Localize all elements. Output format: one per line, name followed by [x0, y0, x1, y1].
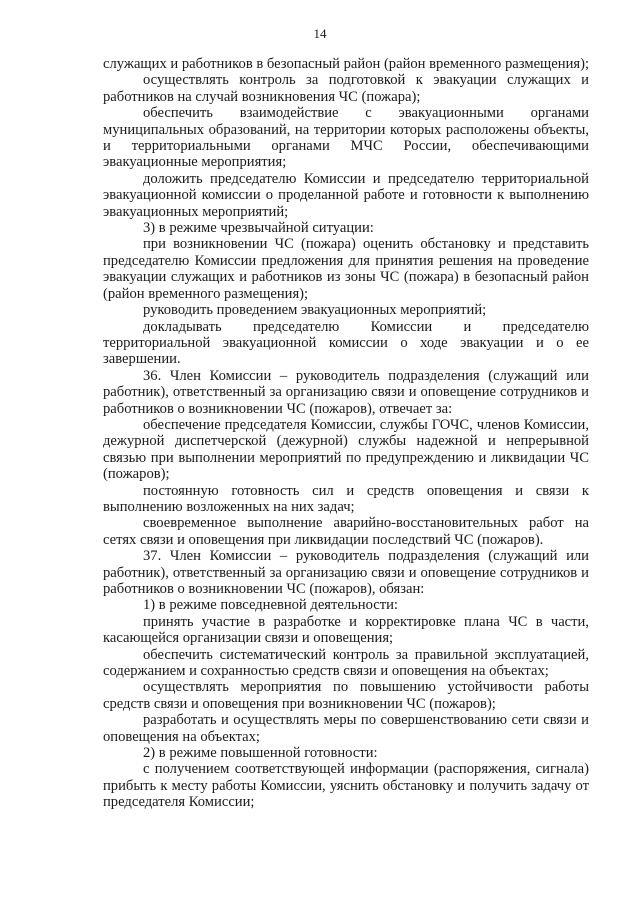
paragraph-interaction: обеспечить взаимодействие с эвакуационными органами муниципальных образований, на территории которых расположены объекты, и территориальными органами МЧС России, обеспечивающими эвакуационные мероприятия; [103, 105, 589, 171]
paragraph-emergency-mode-heading: 3) в режиме чрезвычайной ситуации: [143, 220, 374, 237]
paragraph-assess-situation: при возникновении ЧС (пожара) оценить обстановку и представить председателю Комиссии предложения для принятия решения на проведение эвакуации служащих и работников из зоны ЧС (пожара) в безопасный район (район временного размещения); [103, 236, 589, 302]
paragraph-stability-measures: осуществлять мероприятия по повышению устойчивости работы средств связи и оповещения при возникновении ЧС (пожаров); [103, 679, 589, 712]
paragraph-report-progress: докладывать председателю Комиссии и председателю территориальной эвакуационной комиссии о ходе эвакуации и о ее завершении. [103, 318, 589, 368]
paragraph-item-36: 36. Член Комиссии – руководитель подразделения (служащий или работник), ответственный за организацию связи и оповещение сотрудников и работников о возникновении ЧС (пожаров), отвечает за: [103, 367, 589, 417]
paragraph-arrive-on-signal: с получением соответствующей информации (распоряжения, сигнала) прибыть к месту работы Комиссии, уяснить обстановку и получить задачу от председателя Комиссии; [103, 761, 589, 811]
paragraph-provide-communication: обеспечение председателя Комиссии, службы ГОЧС, членов Комиссии, дежурной диспетчерской (дежурной) службы надежной и непрерывной связью при выполнении мероприятий по предупреждению и ликвидации ЧС (пожаров); [103, 416, 589, 483]
document-body [103, 56, 589, 811]
paragraph-recovery-works: своевременное выполнение аварийно-восстановительных работ на сетях связи и оповещения при ликвидации последствий ЧС (пожаров). [103, 515, 589, 548]
paragraph-evacuation-continuation: служащих и работников в безопасный район (район временного размещения); [103, 56, 590, 72]
paragraph-daily-mode-heading: 1) в режиме повседневной деятельности: [143, 597, 398, 614]
paragraph-report-readiness: доложить председателю Комиссии и председателю территориальной эвакуационной комиссии о проделанной работе и готовности к выполнению эвакуационных мероприятий; [103, 170, 589, 220]
paragraph-systematic-control: обеспечить систематический контроль за правильной эксплуатацией, содержанием и сохранностью средств связи и оповещения на объектах; [103, 646, 589, 680]
paragraph-plan-participation: принять участие в разработке и корректировке плана ЧС в части, касающейся организации связи и оповещения; [103, 613, 589, 647]
paragraph-lead-evacuation: руководить проведением эвакуационных мероприятий; [143, 302, 487, 319]
paragraph-network-improvement: разработать и осуществлять меры по совершенствованию сети связи и оповещения на объектах; [103, 712, 589, 745]
paragraph-high-alert-heading: 2) в режиме повышенной готовности: [143, 745, 378, 762]
paragraph-constant-readiness: постоянную готовность сил и средств оповещения и связи к выполнению возложенных на них задач; [103, 482, 589, 515]
page-number: 14 [313, 26, 327, 41]
paragraph-control-preparation: осуществлять контроль за подготовкой к эвакуации служащих и работников на случай возникновения ЧС (пожара); [103, 72, 589, 105]
paragraph-item-37: 37. Член Комиссии – руководитель подразделения (служащий или работник), ответственный за организацию связи и оповещение сотрудников и работников о возникновении ЧС (пожаров), обязан: [103, 548, 589, 597]
